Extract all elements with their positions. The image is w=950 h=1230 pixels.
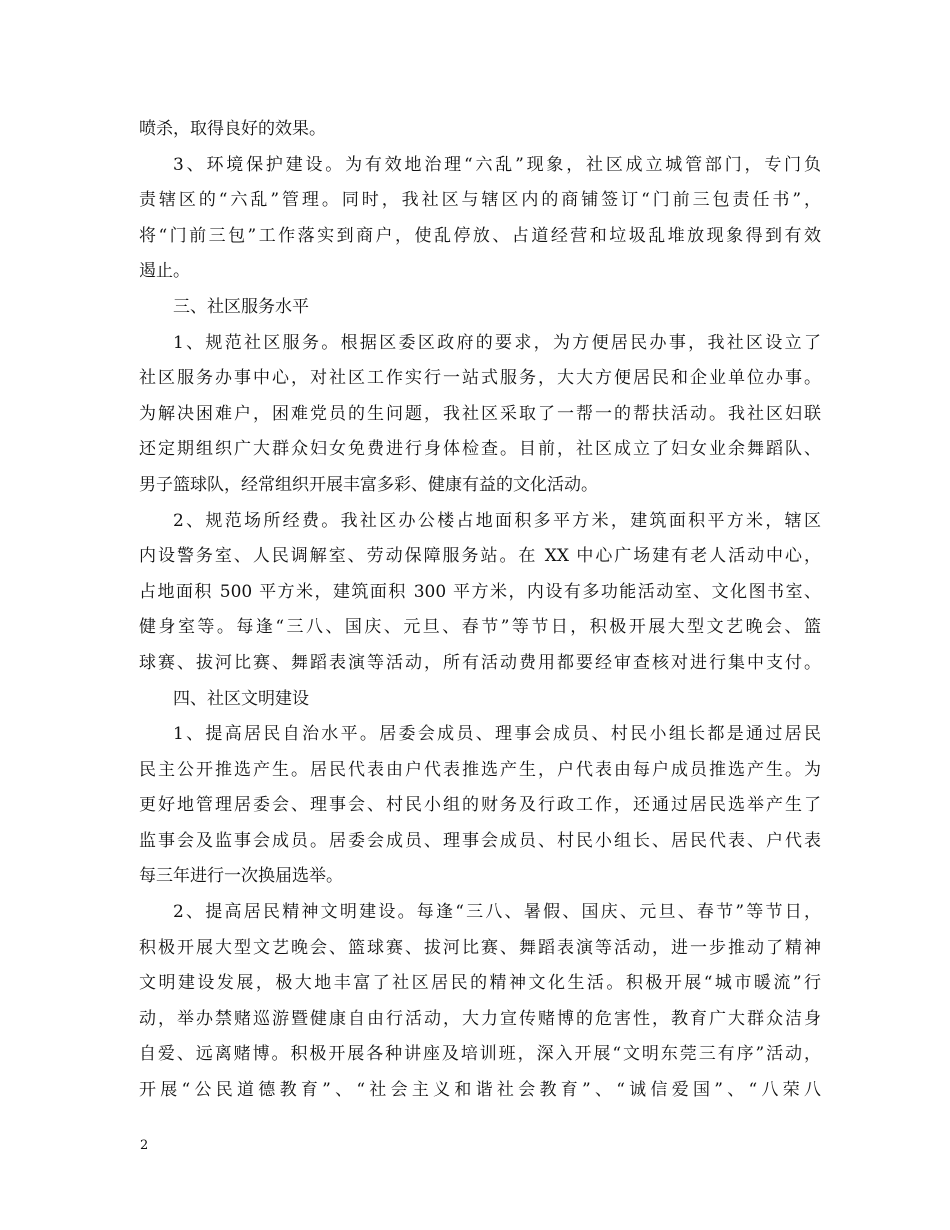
text-line: 将“门前三包”工作落实到商户，使乱停放、占道经营和垃圾乱堆放现象得到有效 (139, 225, 821, 246)
text-line: 民主公开推选产生。居民代表由户代表推选产生，户代表由每户成员推选产生。为 (139, 759, 821, 780)
text-line: 球赛、拔河比赛、舞蹈表演等活动，所有活动费用都要经审查核对进行集中支付。 (139, 652, 821, 673)
text-line: 还定期组织广大群众妇女免费进行身体检查。目前，社区成立了妇女业余舞蹈队、 (139, 439, 821, 460)
body-text (139, 112, 821, 1109)
text-line: 自爱、远离赌博。积极开展各种讲座及培训班，深入开展“文明东莞三有序”活动， (139, 1044, 821, 1065)
text-line: 积极开展大型文艺晚会、篮球赛、拔河比赛、舞蹈表演等活动，进一步推动了精神 (139, 937, 821, 958)
text-line: 3、环境保护建设。为有效地治理“六乱”现象，社区成立城管部门，专门负 (173, 154, 821, 175)
page-number: 2 (140, 1138, 149, 1153)
text-line: 每三年进行一次换届选举。 (139, 866, 343, 887)
text-line: 更好地管理居委会、理事会、村民小组的财务及行政工作，还通过居民选举产生了 (139, 795, 821, 816)
text-line: 2、提高居民精神文明建设。每逢“三八、暑假、国庆、元旦、春节”等节日， (173, 902, 821, 923)
text-line: 社区服务办事中心，对社区工作实行一站式服务，大大方便居民和企业单位办事。 (139, 368, 821, 389)
text-line: 动，举办禁赌巡游暨健康自由行活动，大力宣传赌博的危害性，教育广大群众洁身 (139, 1008, 821, 1029)
text-line: 为解决困难户，困难党员的生问题，我社区采取了一帮一的帮扶活动。我社区妇联 (139, 403, 821, 424)
text-line: 遏止。 (139, 261, 190, 282)
section-heading: 三、社区服务水平 (173, 296, 309, 317)
text-line: 占地面积 500 平方米，建筑面积 300 平方米，内设有多功能活动室、文化图书室、 (139, 581, 821, 602)
text-line: 文明建设发展，极大地丰富了社区居民的精神文化生活。积极开展“城市暖流”行 (139, 973, 821, 994)
text-line: 开展“公民道德教育”、“社会主义和谐社会教育”、“诚信爱国”、“八荣八 (139, 1080, 821, 1101)
text-line: 内设警务室、人民调解室、劳动保障服务站。在 XX 中心广场建有老人活动中心， (139, 546, 821, 567)
text-line: 监事会及监事会成员。居委会成员、理事会成员、村民小组长、居民代表、户代表 (139, 830, 821, 851)
text-line: 1、提高居民自治水平。居委会成员、理事会成员、村民小组长都是通过居民 (173, 724, 821, 745)
text-line: 1、规范社区服务。根据区委区政府的要求，为方便居民办事，我社区设立了 (173, 332, 821, 353)
text-line: 男子篮球队，经常组织开展丰富多彩、健康有益的文化活动。 (139, 474, 598, 495)
text-line: 责辖区的“六乱”管理。同时，我社区与辖区内的商铺签订“门前三包责任书”， (139, 190, 821, 211)
section-heading: 四、社区文明建设 (173, 688, 309, 709)
text-line: 2、规范场所经费。我社区办公楼占地面积多平方米，建筑面积平方米，辖区 (173, 510, 821, 531)
text-line: 健身室等。每逢“三八、国庆、元旦、春节”等节日，积极开展大型文艺晚会、篮 (139, 617, 821, 638)
text-line: 喷杀，取得良好的效果。 (139, 119, 326, 139)
